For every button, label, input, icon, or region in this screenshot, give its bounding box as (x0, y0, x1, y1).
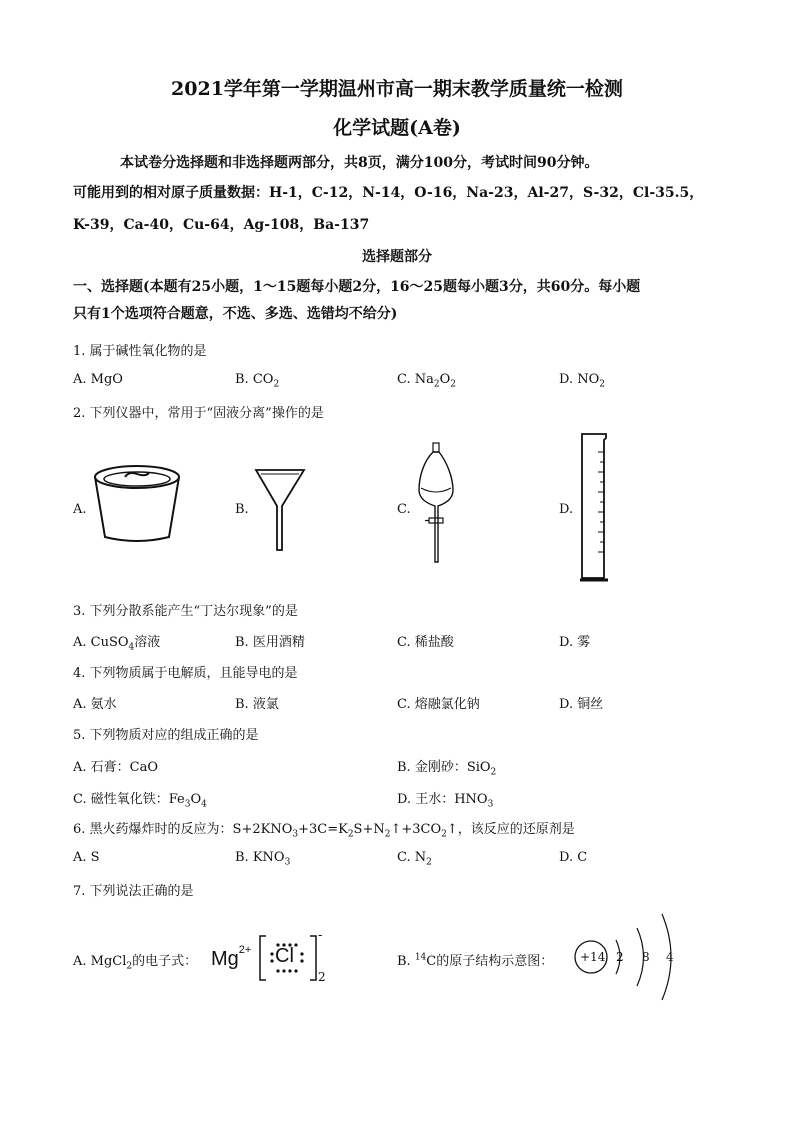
q4-option-d: D. 铜丝 (559, 697, 604, 712)
q4-option-c: C. 熔融氯化钠 (397, 697, 480, 712)
q7-option-b: B. $^{14}$C的原子结构示意图： (397, 952, 554, 969)
shell-1-electrons: 2 (616, 950, 624, 964)
q5-option-c: C. 磁性氧化铁：$Fe_3O_4$ (73, 792, 207, 810)
question-2-stem: 2. 下列仪器中，常用于“固液分离”操作的是 (73, 406, 324, 421)
question-7-stem: 7. 下列说法正确的是 (73, 884, 194, 899)
page-subtitle: 化学试题(A卷) (333, 117, 461, 139)
question-1-stem: 1. 属于碱性氧化物的是 (73, 344, 207, 359)
question-5-stem: 5. 下列物质对应的组成正确的是 (73, 728, 259, 743)
q6-option-c: C. $N_2$ (397, 850, 432, 868)
q6-option-d: D. C (559, 850, 588, 865)
q1-option-b: B. $CO_2$ (235, 372, 280, 390)
q1-option-a: A. MgO (73, 372, 123, 387)
q5-option-d: D. 王水：$HNO_3$ (397, 792, 494, 810)
graduated-cylinder-icon (578, 432, 612, 584)
q4-option-b: B. 液氯 (235, 697, 279, 712)
question-6-stem: 6. 黑火药爆炸时的反应为：$S+2KNO_3+3C=K_2S+N_2↑+3CO_2↑$，该反应的还原剂是 (73, 822, 575, 840)
q2-option-b: B. (235, 502, 249, 517)
q1-option-d: D. $NO_2$ (559, 372, 605, 390)
q7-option-a: A. MgCl$_2$的电子式： (73, 954, 198, 972)
q3-option-d: D. 雾 (559, 635, 591, 650)
q6-option-b: B. $KNO_3$ (235, 850, 291, 868)
nucleus-charge: +14 (580, 950, 606, 964)
q2-option-c: C. (397, 502, 411, 517)
q3-option-c: C. 稀盐酸 (397, 635, 454, 650)
section-heading-line2: 只有1个选项符合题意，不选、多选、选错均不给分) (73, 306, 398, 322)
section-title: 选择题部分 (362, 249, 432, 265)
electron-formula-count: 2 (318, 970, 326, 984)
q4-option-a: A. 氨水 (73, 697, 117, 712)
q6-option-a: A. S (73, 850, 100, 865)
question-3-stem: 3. 下列分散系能产生“丁达尔现象”的是 (73, 604, 298, 619)
q3-option-b: B. 医用酒精 (235, 635, 305, 650)
q5-option-a: A. 石膏：CaO (73, 760, 159, 775)
atomic-masses-line2: K-39，Ca-40，Cu-64，Ag-108，Ba-137 (73, 217, 370, 233)
question-4-stem: 4. 下列物质属于电解质，且能导电的是 (73, 666, 298, 681)
separatory-funnel-icon (417, 442, 457, 562)
q3-option-a: A. CuSO$_4$溶液 (73, 635, 161, 653)
shell-2-electrons: 8 (642, 950, 650, 964)
page-title: 2021学年第一学期温州市高一期末教学质量统一检测 (171, 78, 623, 100)
q5-option-b: B. 金刚砂：SiO$_2$ (397, 760, 497, 778)
q1-option-c: C. $Na_2O_2$ (397, 372, 457, 390)
atomic-masses-line1: 可能用到的相对原子质量数据：H-1，C-12，N-14，O-16，Na-23，Al-27，S-32，Cl-35.5， (73, 185, 704, 201)
funnel-icon (255, 468, 305, 552)
shell-3-electrons: 4 (666, 950, 674, 964)
section-heading-line1: 一、选择题(本题有25小题，1～15题每小题2分，16～25题每小题3分，共60分。每小题 (73, 279, 641, 295)
crucible-icon (92, 463, 182, 545)
electron-formula-mg: $Mg^{2+}$ (211, 944, 252, 970)
electron-formula-cl: Cl (275, 945, 294, 967)
q2-option-d: D. (559, 502, 574, 517)
electron-formula-cl-charge: - (318, 928, 323, 943)
q2-option-a: A. (73, 502, 87, 517)
exam-info: 本试卷分选择题和非选择题两部分，共8页，满分100分，考试时间90分钟。 (120, 155, 599, 171)
